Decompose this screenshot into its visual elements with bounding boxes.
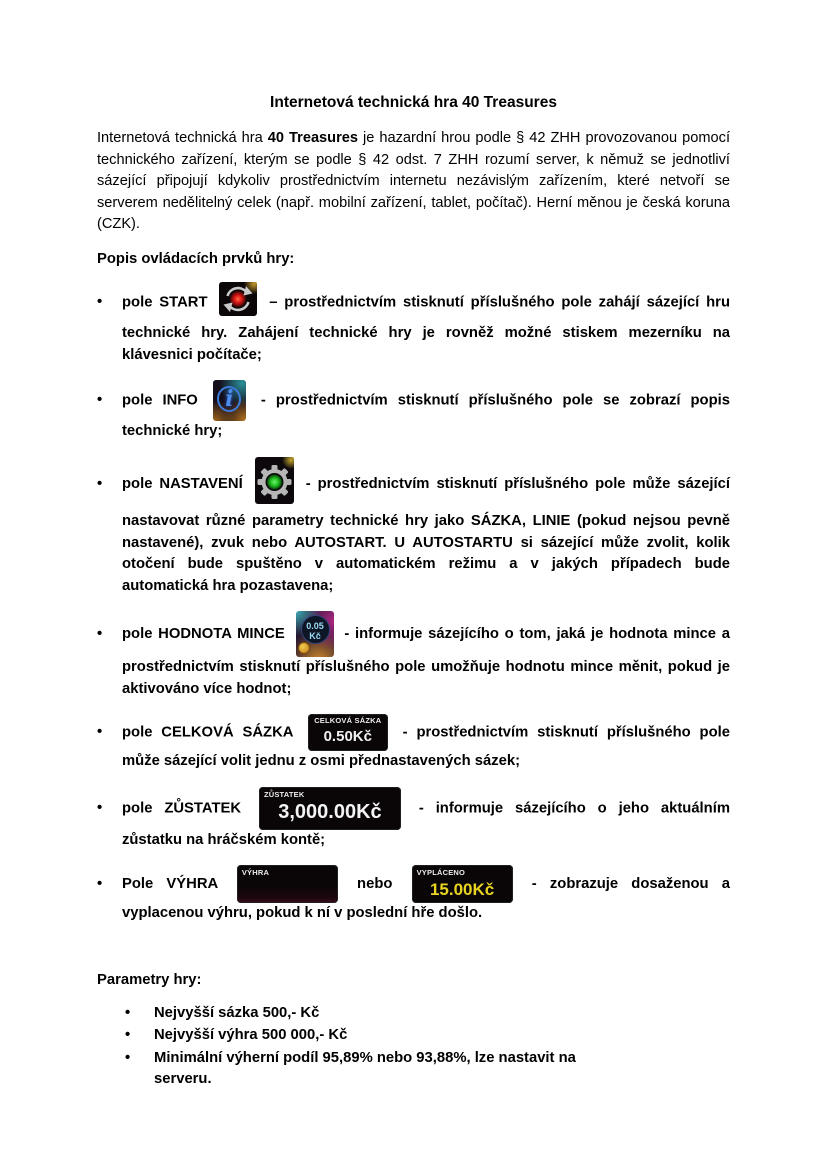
paid-badge — [412, 865, 513, 903]
control-item-balance — [97, 787, 730, 852]
control-item-start — [97, 282, 730, 367]
control-item-info — [97, 380, 730, 443]
coin-value-amount: 0.05 — [306, 621, 324, 631]
win-badge — [237, 865, 338, 903]
coin-face — [301, 615, 330, 644]
page-title: Internetová technická hra 40 Treasures — [270, 94, 557, 111]
balance-badge-value: 3,000.00Kč — [278, 800, 382, 823]
control-item-win — [97, 865, 730, 925]
control-win-prefix: Pole VÝHRA — [122, 875, 218, 892]
control-balance-prefix: pole ZŮSTATEK — [122, 799, 242, 816]
control-totalbet-suffix: - prostřednictvím stisknutí příslušného pole může sázející volit jednu z osmi přednastavených sázek; — [122, 724, 730, 769]
control-info-suffix: - prostřednictvím stisknutí příslušného pole se zobrazí popis technické hry; — [122, 392, 730, 439]
control-item-coin-value — [97, 611, 730, 700]
paid-badge-label: VYPLÁCENO — [416, 868, 466, 877]
settings-gear-icon — [255, 457, 294, 512]
param-text: Nejvyšší sázka 500,- Kč — [154, 1004, 320, 1021]
bullet-dot: • — [97, 475, 103, 492]
control-info-prefix: pole INFO — [122, 392, 198, 409]
total-bet-badge-label: CELKOVÁ SÁZKA — [314, 716, 382, 725]
intro-game-name: 40 Treasures — [267, 130, 358, 146]
gold-coin-icon — [298, 642, 310, 654]
bullet-dot: • — [97, 875, 103, 892]
win-badge-label: VÝHRA — [241, 868, 270, 877]
control-settings-suffix: - prostřednictvím stisknutí příslušného pole může sázející nastavovat různé parametry technické hry jako SÁZKA, LINIE (pokud nejsou pevně nastavené), zvuk nebo AUTOSTART. U AUTOSTARTU si sázející může zvolit, kolik otočení bude spuštěno v automatickém režimu a v jakých případech bude automatická hra pozastavena; — [122, 475, 730, 594]
bullet-dot: • — [125, 1027, 131, 1043]
params-list — [97, 1003, 730, 1091]
bullet-dot: • — [125, 1004, 131, 1021]
bullet-dot: • — [97, 294, 103, 311]
bullet-dot: • — [97, 799, 103, 816]
intro-paragraph — [97, 128, 730, 236]
coin-value-icon — [296, 611, 334, 657]
control-settings-prefix: pole NASTAVENÍ — [122, 475, 243, 492]
controls-list — [97, 282, 730, 925]
control-item-total-bet — [97, 714, 730, 773]
intro-text-before: Internetová technická hra — [97, 130, 263, 146]
param-text: Nejvyšší výhra 500 000,- Kč — [154, 1027, 348, 1043]
bullet-dot: • — [97, 392, 103, 409]
param-item-rtp — [125, 1048, 625, 1091]
section-heading-controls: Popis ovládacích prvků hry: — [97, 250, 295, 267]
intro-text-after: je hazardní hrou podle § 42 ZHH provozovanou pomocí technického zařízení, kterým se podle § 42 odst. 7 ZHH rozumí server, k němuž se jednotliví sázející připojují kdykoliv prostřednictvím internetu nezávislým zařízením, které netvoří se serverem nedělitelný celek (např. mobilní zařízení, tablet, počítač). Herní měnou je česká koruna (CZK). — [97, 130, 730, 232]
total-bet-badge-value: 0.50Kč — [323, 728, 372, 745]
bullet-dot: • — [97, 724, 103, 741]
balance-badge — [259, 787, 401, 830]
param-item-max-win — [125, 1025, 730, 1047]
info-icon — [213, 380, 246, 421]
paid-badge-value: 15.00Kč — [429, 880, 495, 899]
control-totalbet-prefix: pole CELKOVÁ SÁZKA — [122, 724, 293, 741]
param-text: Minimální výherní podíl 95,89% nebo 93,88%, lze nastavit na serveru. — [154, 1049, 576, 1087]
coin-value-currency: Kč — [309, 631, 321, 641]
control-coin-prefix: pole HODNOTA MINCE — [122, 625, 285, 642]
bullet-dot: • — [97, 625, 103, 642]
start-icon — [219, 282, 257, 324]
info-icon-letter: i — [225, 386, 234, 412]
control-win-suffix: - zobrazuje dosaženou a vyplacenou výhru, pokud k ní v poslední hře došlo. — [122, 875, 730, 921]
control-coin-suffix: - informuje sázejícího o tom, jaká je hodnota mince a prostřednictvím stisknutí příslušného pole umožňuje hodnotu mince měnit, pokud je aktivováno více hodnot; — [122, 625, 730, 697]
control-item-settings — [97, 457, 730, 598]
balance-badge-label: ZŮSTATEK — [263, 789, 305, 799]
control-start-suffix: – prostřednictvím stisknutí příslušného pole zahájí sázející hru technické hry. Zahájení technické hry je rovněž možné stiskem mezerníku na klávesnici počítače; — [122, 294, 730, 363]
control-balance-suffix: - informuje sázejícího o jeho aktuálním zůstatku na hráčském kontě; — [122, 799, 730, 848]
param-item-max-bet — [125, 1003, 730, 1025]
total-bet-badge — [308, 714, 388, 751]
bullet-dot: • — [125, 1049, 131, 1066]
section-heading-params: Parametry hry: — [97, 971, 202, 988]
control-win-middle: nebo — [357, 875, 393, 892]
control-start-prefix: pole START — [122, 294, 208, 311]
